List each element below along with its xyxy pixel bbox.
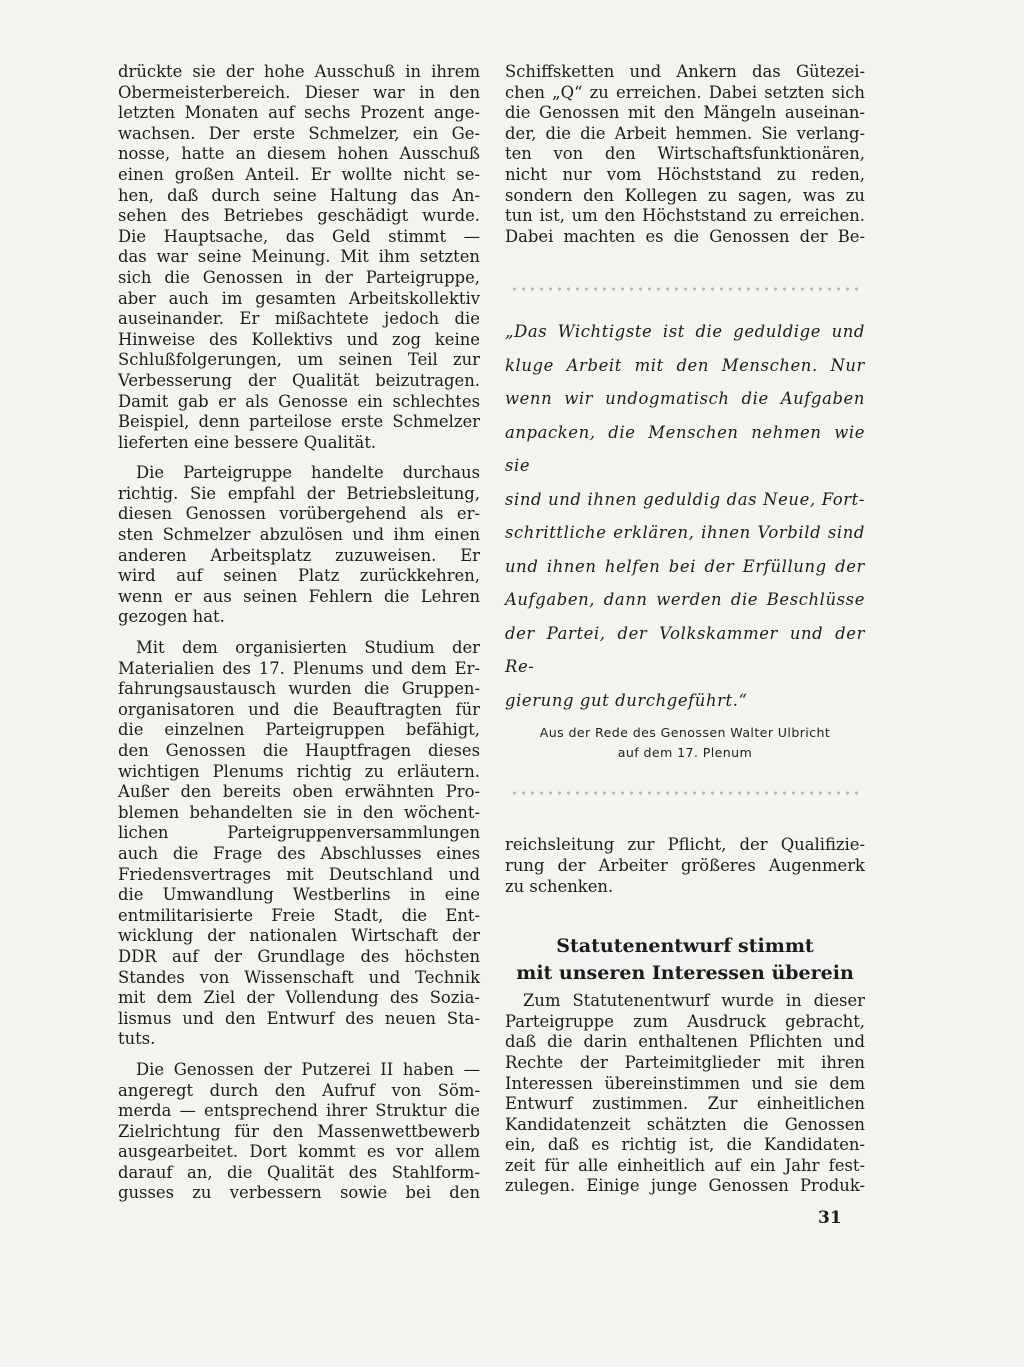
text-line: chen „Q“ zu erreichen. Dabei setzten sich [505,82,865,102]
ornament-divider-bottom [510,789,860,797]
text-line: Parteigruppe zum Ausdruck gebracht, [505,1011,865,1031]
text-line: Interessen übereinstimmen und sie dem [505,1073,865,1093]
text-line: gusses zu verbessern sowie bei den [118,1183,480,1203]
left-paragraph [118,62,480,453]
text-line: zeit für alle einheitlich auf ein Jahr fest- [505,1155,865,1175]
quote-line: kluge Arbeit mit den Menschen. Nur [505,355,865,375]
text-line: Kandidatenzeit schätzten die Genossen [505,1114,865,1134]
text-line: Standes von Wissenschaft und Technik [118,967,480,987]
text-line: die Umwandlung Westberlins in eine [118,885,480,905]
text-line: hen, daß durch seine Haltung das An- [118,185,480,205]
text-line: lieferten eine bessere Qualität. [118,432,377,452]
text-line: darauf an, die Qualität des Stahlform- [118,1162,480,1182]
text-line: Schiffsketten und Ankern das Gütezei- [505,62,865,81]
text-line: angeregt durch den Aufruf von Söm- [118,1080,480,1100]
text-line: wenn er aus seinen Fehlern die Lehren [118,586,480,606]
text-line: sich die Genossen in der Parteigruppe, [118,267,480,287]
text-line: Beispiel, denn parteilose erste Schmelzer [118,412,480,432]
text-line: sondern den Kollegen zu sagen, was zu [505,185,865,205]
text-line: der, die die Arbeit hemmen. Sie verlang- [505,123,865,143]
text-line: fahrungsaustausch wurden die Gruppen- [118,679,480,699]
text-line: ein, daß es richtig ist, die Kandidaten- [505,1135,865,1155]
text-line: Rechte der Parteimitglieder mit ihren [505,1052,865,1072]
heading-line: mit unseren Interessen überein [516,962,854,985]
text-line: Die Hauptsache, das Geld stimmt — [118,226,480,246]
text-line: Damit gab er als Genosse ein schlechtes [118,391,480,411]
ornament-divider-top [510,285,860,293]
text-line: Obermeisterbereich. Dieser war in den [118,82,480,102]
text-line: richtig. Sie empfahl der Betriebsleitung, [118,483,480,503]
text-line: Dabei machten es die Genossen der Be- [505,226,865,246]
text-line: gezogen hat. [118,607,225,627]
text-line: nosse, hatte an diesem hohen Ausschuß [118,144,480,164]
text-line: entmilitarisierte Freie Stadt, die Ent- [118,905,480,925]
text-line: Hinweise des Kollektivs und zog keine [118,329,480,349]
right-continued-paragraph [505,835,865,897]
text-line: auseinander. Er mißachtete jedoch die [118,309,480,329]
quote-line: gierung gut durchgeführt.“ [505,690,748,710]
text-line: ausgearbeitet. Dort kommt es vor allem [118,1142,480,1162]
text-line: Außer den bereits oben erwähnten Pro- [118,782,480,802]
quote-line: schrittliche erklären, ihnen Vorbild sind [505,523,865,543]
text-line: zu schenken. [505,876,614,896]
left-paragraph [118,638,480,1050]
quote-line: wenn wir undogmatisch die Aufgaben [505,389,865,409]
text-line: auch die Frage des Abschlusses eines [118,843,480,863]
quote-line: anpacken, die Menschen nehmen wie sie [505,422,865,476]
text-line: merda — entsprechend ihrer Struktur die [118,1101,480,1121]
right-top-paragraph [505,62,865,247]
text-line: lismus und den Entwurf des neuen Sta- [118,1008,480,1028]
text-line: wichtigen Plenums richtig zu erläutern. [118,761,480,781]
text-line: Mit dem organisierten Studium der [136,638,480,658]
text-line: den Genossen die Hauptfragen dieses [118,741,480,760]
text-line: nicht nur vom Höchststand zu reden, [505,164,865,184]
heading-line: Statutenentwurf stimmt [556,935,814,958]
quote-line: Aufgaben, dann werden die Beschlüsse [505,590,865,610]
text-line: Zielrichtung für den Massenwettbewerb [118,1121,480,1141]
page-number: 31 [818,1208,842,1228]
text-line: sten Schmelzer abzulösen und ihm einen [118,525,480,545]
attribution-line: Aus der Rede des Genossen Walter Ulbricht [539,725,831,741]
quote-line: sind und ihnen geduldig das Neue, Fort- [505,489,865,509]
text-line: reichsleitung zur Pflicht, der Qualifizie- [505,835,865,855]
text-line: Die Parteigruppe handelte durchaus [136,463,480,483]
text-line: mit dem Ziel der Vollendung des Sozia- [118,988,480,1008]
text-line: Schlußfolgerungen, um seinen Teil zur [118,350,480,370]
text-line: zulegen. Einige junge Genossen Produk- [505,1176,865,1196]
left-column [118,62,480,1214]
text-line: das war seine Meinung. Mit ihm setzten [118,247,480,267]
quote-line: der Partei, der Volkskammer und der Re- [505,623,865,677]
text-line: Verbesserung der Qualität beizutragen. [118,370,480,390]
text-line: wird auf seinen Platz zurückkehren, [118,566,480,586]
quote-line: und ihnen helfen bei der Erfüllung der [505,556,865,576]
text-line: einen großen Anteil. Er wollte nicht se- [118,164,480,184]
text-line: lichen Parteigruppenversammlungen [118,823,480,843]
text-line: aber auch im gesamten Arbeitskollektiv [118,288,480,308]
attribution-line: auf dem 17. Plenum [617,745,753,761]
right-final-paragraph [505,991,865,1197]
text-line: daß die darin enthaltenen Pflichten und [505,1032,865,1052]
left-paragraph [118,1060,480,1204]
quote-attribution [505,723,865,763]
text-line: die einzelnen Parteigruppen befähigt, [118,720,480,740]
text-line: Materialien des 17. Plenums und dem Er- [118,658,480,678]
left-paragraph [118,463,480,628]
text-line: diesen Genossen vorübergehend als er- [118,504,480,524]
text-line: die Genossen mit den Mängeln auseinan- [505,103,865,123]
text-line: wachsen. Der erste Schmelzer, ein Ge- [118,123,480,143]
text-line: drückte sie der hohe Ausschuß in ihrem [118,62,480,81]
text-line: rung der Arbeiter größeres Augenmerk [505,855,865,875]
text-line: tun ist, um den Höchststand zu erreichen. [505,206,865,226]
text-line: organisatoren und die Beauftragten für [118,699,480,719]
quote-line: „Das Wichtigste ist die geduldige und [505,322,865,342]
text-line: anderen Arbeitsplatz zuzuweisen. Er [118,545,480,565]
text-line: Friedensvertrages mit Deutschland und [118,864,480,884]
text-line: tuts. [118,1029,156,1049]
right-column [505,62,865,1207]
text-line: Die Genossen der Putzerei II haben — [136,1059,480,1079]
text-line: Zum Statutenentwurf wurde in dieser [523,991,865,1011]
text-line: Entwurf zustimmen. Zur einheitlichen [505,1094,865,1114]
quote-block [505,315,865,717]
text-line: sehen des Betriebes geschädigt wurde. [118,206,480,226]
text-line: letzten Monaten auf sechs Prozent ange- [118,103,480,123]
text-line: wicklung der nationalen Wirtschaft der [118,926,480,946]
text-line: ten von den Wirtschaftsfunktionären, [505,144,865,164]
section-heading [505,933,865,987]
text-line: DDR auf der Grundlage des höchsten [118,946,480,966]
text-line: blemen behandelten sie in den wöchent- [118,802,480,822]
